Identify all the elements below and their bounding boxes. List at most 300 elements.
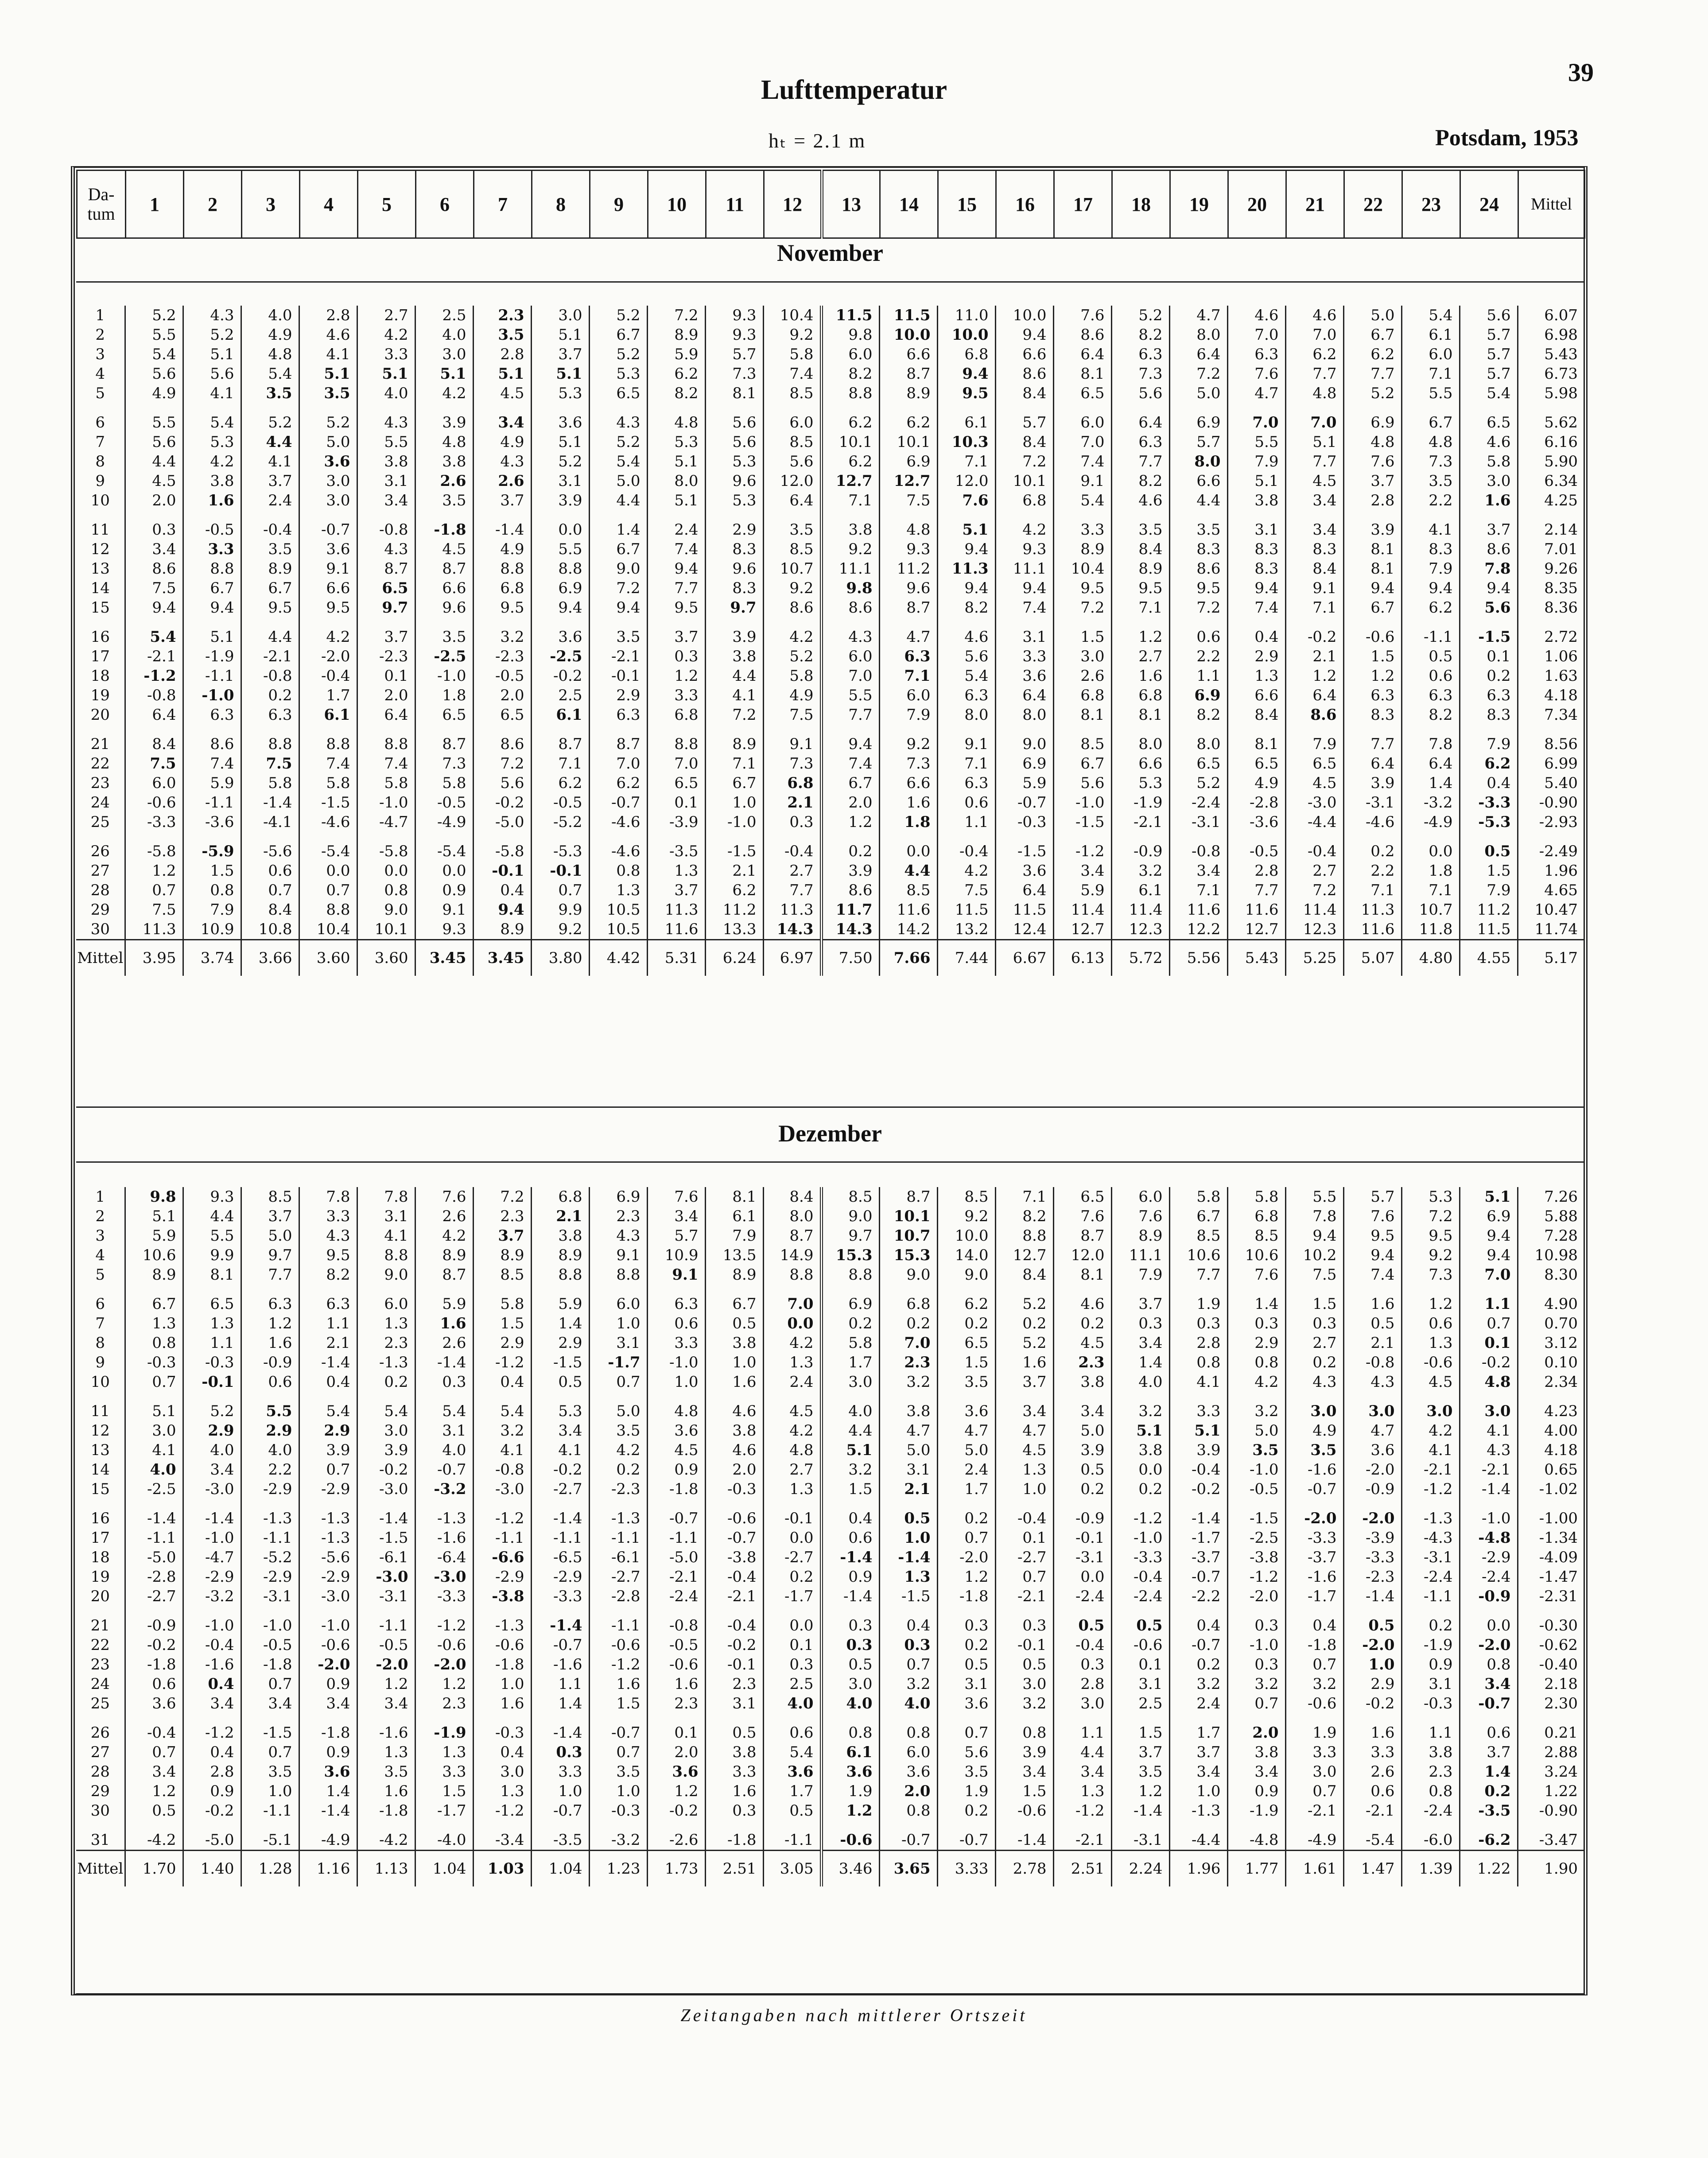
hour-value-cell: 9.4: [1227, 578, 1285, 598]
hour-value-cell: -0.8: [473, 1460, 531, 1479]
daily-mean-cell: 2.18: [1518, 1674, 1584, 1694]
hour-value-cell: -5.8: [357, 832, 415, 861]
hour-value-cell: 1.3: [589, 881, 647, 900]
day-label: 16: [90, 628, 110, 646]
hour-value-cell: -1.1: [183, 666, 241, 686]
hour-value-cell: 3.0: [415, 345, 473, 364]
hour-value-cell: 1.5: [1053, 617, 1111, 647]
hour-value-cell: 2.2: [241, 1460, 299, 1479]
hour-value-cell: 8.6: [995, 364, 1053, 384]
hour-value-cell: 4.4: [241, 617, 299, 647]
hour-value-cell: 8.9: [879, 384, 937, 403]
hour-value-cell: -3.3: [1285, 1528, 1343, 1548]
hour-value-cell: 12.3: [1285, 920, 1343, 940]
hour-value-cell: 3.6: [995, 666, 1053, 686]
hour-value-cell: 2.5: [763, 1674, 821, 1694]
hour-value-cell: 10.6: [1227, 1246, 1285, 1265]
hour-value-cell: 3.6: [937, 1392, 995, 1421]
hour-value-cell: 10.7: [1401, 900, 1460, 920]
hour-value-cell: -0.6: [1343, 617, 1401, 647]
hour-value-cell: -1.3: [589, 1499, 647, 1528]
daily-mean-cell: 5.17: [1518, 940, 1584, 976]
hour-value-cell: 3.4: [1053, 1392, 1111, 1421]
hour-value-cell: -2.1: [1460, 1460, 1518, 1479]
hour-value-cell: 3.60: [357, 940, 415, 976]
hour-value-cell: 3.5: [415, 617, 473, 647]
hour-value-cell: 8.1: [1053, 1265, 1111, 1285]
hour-value-cell: 6.0: [763, 403, 821, 432]
hour-value-cell: 2.1: [531, 1207, 589, 1226]
hour-value-cell: 0.9: [821, 1567, 879, 1587]
table-row: [76, 1460, 1584, 1479]
hour-value-cell: 6.7: [183, 578, 241, 598]
hour-value-cell: 7.5: [1285, 1265, 1343, 1285]
hour-value-cell: -3.3: [531, 1587, 589, 1606]
hour-value-cell: -1.3: [415, 1499, 473, 1528]
hour-value-cell: 8.8: [995, 1226, 1053, 1246]
hour-value-cell: 9.4: [995, 325, 1053, 345]
hour-value-cell: 6.3: [1460, 686, 1518, 705]
hour-value-cell: 0.2: [241, 686, 299, 705]
hour-value-cell: 13.2: [937, 920, 995, 940]
hour-value-cell: 5.1: [183, 617, 241, 647]
hour-value-cell: 3.2: [1111, 861, 1169, 881]
hour-value-cell: -5.0: [125, 1548, 183, 1567]
table-row: [76, 647, 1584, 666]
hour-value-cell: 10.1: [821, 432, 879, 452]
hour-value-cell: -5.2: [531, 812, 589, 832]
hour-value-cell: -4.6: [299, 812, 357, 832]
hour-value-cell: 7.4: [763, 364, 821, 384]
hour-value-cell: 0.8: [879, 1801, 937, 1820]
hour-value-cell: 3.5: [415, 491, 473, 510]
hour-value-cell: 4.8: [1343, 432, 1401, 452]
hour-value-cell: -1.0: [1460, 1499, 1518, 1528]
hour-value-cell: 2.3: [589, 1207, 647, 1226]
daily-mean-cell: 7.01: [1518, 540, 1584, 559]
hour-value-cell: 3.2: [1227, 1392, 1285, 1421]
hour-value-cell: 3.80: [531, 940, 589, 976]
hour-value-cell: -0.6: [299, 1635, 357, 1655]
hour-value-cell: 1.1: [299, 1314, 357, 1333]
hour-value-cell: 5.1: [1460, 1187, 1518, 1207]
hour-value-cell: 5.9: [995, 773, 1053, 793]
hour-value-cell: 10.0: [937, 325, 995, 345]
hour-value-cell: 7.6: [1111, 1207, 1169, 1226]
hour-value-cell: -1.3: [1401, 1499, 1460, 1528]
day-label: 26: [90, 1724, 110, 1742]
hour-value-cell: 5.1: [1227, 471, 1285, 491]
hour-value-cell: 7.2: [1401, 1207, 1460, 1226]
hour-value-cell: 4.4: [1053, 1743, 1111, 1762]
hour-value-cell: -1.2: [473, 1499, 531, 1528]
hour-value-cell: 3.4: [1111, 1333, 1169, 1353]
hour-value-cell: 8.8: [647, 725, 705, 754]
hour-value-cell: 12.0: [763, 471, 821, 491]
hour-value-cell: 8.0: [995, 705, 1053, 725]
table-row: [76, 754, 1584, 773]
daily-mean-cell: 4.00: [1518, 1421, 1584, 1440]
day-label: 24: [90, 1675, 110, 1693]
hour-value-cell: 4.0: [357, 384, 415, 403]
hour-value-cell: 5.1: [357, 364, 415, 384]
hour-value-cell: -2.0: [357, 1655, 415, 1674]
hour-value-cell: 8.8: [299, 900, 357, 920]
hour-value-cell: -0.2: [1285, 617, 1343, 647]
hour-value-cell: 1.0: [531, 1782, 589, 1801]
table-row: [76, 705, 1584, 725]
hour-value-cell: -0.4: [763, 832, 821, 861]
hour-value-cell: 0.7: [241, 1743, 299, 1762]
hour-value-cell: -2.5: [1227, 1528, 1285, 1548]
day-label: 15: [90, 599, 110, 617]
hour-value-cell: 2.0: [647, 1743, 705, 1762]
hour-value-cell: 0.7: [1460, 1314, 1518, 1333]
hour-value-cell: 4.3: [299, 1226, 357, 1246]
hour-value-cell: 8.3: [1227, 540, 1285, 559]
hour-value-cell: 6.0: [1401, 345, 1460, 364]
hour-value-cell: 5.9: [183, 773, 241, 793]
hour-value-cell: 1.03: [473, 1851, 531, 1887]
hour-value-cell: 4.8: [879, 510, 937, 540]
hour-value-cell: -2.0: [299, 647, 357, 666]
hour-value-cell: 5.2: [183, 1392, 241, 1421]
daily-mean-cell: 1.63: [1518, 666, 1584, 686]
daily-mean-cell: 6.34: [1518, 471, 1584, 491]
hour-value-cell: 7.5: [241, 754, 299, 773]
hour-value-cell: 9.7: [821, 1226, 879, 1246]
hour-value-cell: 2.8: [1343, 491, 1401, 510]
daily-mean-cell: -1.47: [1518, 1567, 1584, 1587]
hour-value-cell: -1.6: [531, 1655, 589, 1674]
hour-value-cell: 9.4: [1343, 1246, 1401, 1265]
hour-value-cell: 1.7: [763, 1782, 821, 1801]
hour-value-cell: 6.4: [1343, 754, 1401, 773]
hour-value-cell: -1.4: [241, 793, 299, 812]
hour-value-cell: -0.4: [241, 510, 299, 540]
hour-value-cell: 4.0: [821, 1694, 879, 1713]
hour-value-cell: 1.13: [357, 1851, 415, 1887]
hour-value-cell: 1.6: [415, 1314, 473, 1333]
day-label: Mittel: [76, 1851, 125, 1887]
hour-value-cell: 2.1: [705, 861, 763, 881]
hour-value-cell: -0.4: [1053, 1635, 1111, 1655]
hour-value-cell: 9.1: [415, 900, 473, 920]
hour-value-cell: -3.6: [1227, 812, 1285, 832]
hour-value-cell: 0.0: [1460, 1606, 1518, 1635]
hour-value-cell: 3.6: [1343, 1440, 1401, 1460]
hour-value-cell: 7.4: [821, 754, 879, 773]
hour-value-cell: 0.7: [589, 1743, 647, 1762]
day-label: 29: [90, 1782, 110, 1800]
hour-value-cell: 4.1: [299, 345, 357, 364]
hour-value-cell: 8.5: [879, 881, 937, 900]
table-row: [76, 861, 1584, 881]
table-row: [76, 1246, 1584, 1265]
hour-value-cell: -1.2: [125, 666, 183, 686]
hour-value-cell: 3.7: [1343, 471, 1401, 491]
day-label: 5: [95, 1266, 105, 1284]
hour-value-cell: 3.6: [995, 861, 1053, 881]
hour-value-cell: 0.8: [589, 861, 647, 881]
day-label: 29: [90, 901, 110, 919]
hour-value-cell: 2.0: [705, 1460, 763, 1479]
hour-value-cell: 7.1: [705, 754, 763, 773]
hour-value-cell: 0.7: [937, 1713, 995, 1743]
hour-value-cell: -0.8: [1169, 832, 1227, 861]
hour-value-cell: 0.1: [1460, 1333, 1518, 1353]
hour-value-cell: 7.6: [1053, 1207, 1111, 1226]
hour-value-cell: 7.8: [357, 1187, 415, 1207]
hour-value-cell: 6.8: [1053, 686, 1111, 705]
hour-header-cell: 4: [300, 171, 358, 238]
hour-value-cell: 8.8: [241, 725, 299, 754]
hour-value-cell: -1.8: [241, 1655, 299, 1674]
hour-value-cell: 9.5: [299, 598, 357, 617]
hour-value-cell: 1.0: [589, 1314, 647, 1333]
hour-value-cell: 1.8: [879, 812, 937, 832]
hour-value-cell: 3.3: [531, 1762, 589, 1782]
day-label: 23: [90, 774, 110, 792]
hour-value-cell: 1.7: [1169, 1713, 1227, 1743]
hour-value-cell: 6.3: [1227, 345, 1285, 364]
hour-value-cell: -0.4: [1285, 832, 1343, 861]
hour-value-cell: 1.0: [589, 1782, 647, 1801]
hour-value-cell: 3.5: [1169, 510, 1227, 540]
hour-value-cell: -1.0: [1227, 1460, 1285, 1479]
hour-value-cell: 1.4: [531, 1314, 589, 1333]
hour-value-cell: 1.5: [589, 1694, 647, 1713]
hour-value-cell: 11.5: [995, 900, 1053, 920]
hour-value-cell: 0.8: [357, 881, 415, 900]
hour-value-cell: 4.6: [937, 617, 995, 647]
hour-value-cell: -4.3: [1401, 1528, 1460, 1548]
hour-value-cell: 6.1: [299, 705, 357, 725]
hour-value-cell: -2.5: [415, 647, 473, 666]
hour-value-cell: 1.73: [647, 1851, 705, 1887]
hour-value-cell: 6.2: [531, 773, 589, 793]
hour-value-cell: 3.7: [473, 1226, 531, 1246]
hour-value-cell: 0.3: [125, 510, 183, 540]
hour-value-cell: 0.3: [995, 1606, 1053, 1635]
day-label: 27: [90, 862, 110, 880]
hour-value-cell: 7.7: [763, 881, 821, 900]
hour-value-cell: 5.4: [763, 1743, 821, 1762]
hour-value-cell: 3.4: [241, 1694, 299, 1713]
hour-value-cell: 5.4: [937, 666, 995, 686]
hour-value-cell: 7.2: [589, 578, 647, 598]
hour-value-cell: 5.7: [1460, 364, 1518, 384]
hour-value-cell: 2.9: [1227, 1333, 1285, 1353]
hour-value-cell: 7.3: [1401, 452, 1460, 471]
hour-value-cell: 8.9: [1111, 559, 1169, 578]
hour-value-cell: -5.6: [241, 832, 299, 861]
hour-value-cell: 11.7: [821, 900, 879, 920]
hour-value-cell: 8.7: [763, 1226, 821, 1246]
hour-value-cell: 2.7: [1285, 861, 1343, 881]
hour-value-cell: 6.7: [241, 578, 299, 598]
hour-value-cell: -0.7: [415, 1460, 473, 1479]
hour-value-cell: 7.0: [1227, 325, 1285, 345]
hour-value-cell: 1.0: [647, 1372, 705, 1392]
hour-value-cell: -1.4: [125, 1499, 183, 1528]
hour-value-cell: 3.3: [299, 1207, 357, 1226]
day-label: 8: [95, 453, 105, 470]
hour-header-cell: 14: [880, 171, 938, 238]
hour-value-cell: -0.4: [995, 1499, 1053, 1528]
hour-value-cell: 1.2: [1343, 666, 1401, 686]
hour-value-cell: -1.7: [1285, 1587, 1343, 1606]
hour-value-cell: -0.6: [647, 1655, 705, 1674]
day-label: 5: [95, 384, 105, 402]
day-label: 9: [95, 472, 105, 490]
hour-value-cell: 3.7: [995, 1372, 1053, 1392]
hour-value-cell: 6.2: [821, 452, 879, 471]
hour-value-cell: 6.5: [473, 705, 531, 725]
hour-value-cell: 5.2: [1111, 306, 1169, 325]
hour-value-cell: 4.3: [1460, 1440, 1518, 1460]
hour-value-cell: 0.5: [1401, 647, 1460, 666]
day-label: 18: [90, 667, 110, 685]
hour-value-cell: 3.6: [299, 452, 357, 471]
hour-value-cell: 1.6: [879, 793, 937, 812]
section-rule: [76, 1161, 1584, 1163]
hour-value-cell: 4.9: [473, 432, 531, 452]
day-label: 14: [90, 579, 110, 597]
hour-value-cell: 6.0: [879, 1743, 937, 1762]
table-row: [76, 686, 1584, 705]
hour-value-cell: 0.0: [763, 1528, 821, 1548]
hour-value-cell: 4.2: [183, 452, 241, 471]
hour-value-cell: 7.5: [879, 491, 937, 510]
hour-value-cell: 3.45: [473, 940, 531, 976]
hour-value-cell: 6.9: [531, 578, 589, 598]
hour-header-cell: 21: [1286, 171, 1344, 238]
daily-mean-cell: 6.16: [1518, 432, 1584, 452]
hour-value-cell: 3.5: [473, 325, 531, 345]
hour-value-cell: 3.3: [183, 540, 241, 559]
hour-value-cell: 15.3: [879, 1246, 937, 1265]
hour-value-cell: 5.7: [1460, 345, 1518, 364]
hour-value-cell: -1.4: [1169, 1499, 1227, 1528]
table-row: [76, 1635, 1584, 1655]
table-row: [76, 793, 1584, 812]
hour-value-cell: 6.3: [879, 647, 937, 666]
hour-value-cell: 2.7: [1285, 1333, 1343, 1353]
hour-value-cell: -0.2: [647, 1801, 705, 1820]
hour-value-cell: 1.4: [299, 1782, 357, 1801]
hour-value-cell: 1.2: [937, 1567, 995, 1587]
hour-value-cell: 3.1: [589, 1333, 647, 1353]
table-row: [76, 1820, 1584, 1851]
hour-value-cell: 3.7: [647, 617, 705, 647]
hour-value-cell: 2.1: [1343, 1333, 1401, 1353]
hour-value-cell: 10.7: [763, 559, 821, 578]
hour-value-cell: 11.6: [1227, 900, 1285, 920]
hour-value-cell: 7.1: [1285, 598, 1343, 617]
day-label: 3: [95, 345, 105, 363]
hour-value-cell: -4.4: [1285, 812, 1343, 832]
hour-value-cell: 8.1: [183, 1265, 241, 1285]
hour-value-cell: 9.7: [705, 598, 763, 617]
hour-value-cell: -1.3: [357, 1353, 415, 1372]
hour-value-cell: 2.6: [415, 471, 473, 491]
hour-value-cell: 3.5: [589, 1762, 647, 1782]
hour-value-cell: -0.5: [1227, 832, 1285, 861]
hour-value-cell: -2.1: [995, 1587, 1053, 1606]
daily-mean-cell: 4.18: [1518, 686, 1584, 705]
hour-value-cell: 0.5: [1343, 1606, 1401, 1635]
hour-value-cell: -3.0: [357, 1567, 415, 1587]
day-label: 11: [90, 1402, 110, 1420]
table-row: [76, 364, 1584, 384]
hour-value-cell: 1.3: [995, 1460, 1053, 1479]
hour-value-cell: 9.4: [589, 598, 647, 617]
hour-value-cell: 6.5: [937, 1333, 995, 1353]
hour-value-cell: -6.0: [1401, 1820, 1460, 1851]
hour-value-cell: 0.2: [1460, 1782, 1518, 1801]
hour-value-cell: -2.0: [1460, 1635, 1518, 1655]
hour-value-cell: 4.0: [415, 1440, 473, 1460]
hour-value-cell: 10.8: [241, 920, 299, 940]
daily-mean-cell: 6.07: [1518, 306, 1584, 325]
day-label: 27: [90, 1743, 110, 1761]
hour-value-cell: -1.3: [473, 1606, 531, 1635]
hour-value-cell: 0.7: [937, 1528, 995, 1548]
hour-value-cell: -2.1: [241, 647, 299, 666]
hour-value-cell: 4.2: [299, 617, 357, 647]
hour-value-cell: 0.0: [531, 510, 589, 540]
hour-value-cell: 6.8: [1111, 686, 1169, 705]
hour-value-cell: 3.65: [879, 1851, 937, 1887]
hour-value-cell: 9.2: [1401, 1246, 1460, 1265]
hour-value-cell: 4.4: [1169, 491, 1227, 510]
hour-header-cell: 24: [1460, 171, 1518, 238]
hour-value-cell: 3.6: [647, 1421, 705, 1440]
hour-value-cell: 0.6: [937, 793, 995, 812]
hour-value-cell: -2.9: [183, 1567, 241, 1587]
hour-value-cell: 0.7: [125, 881, 183, 900]
hour-value-cell: -3.5: [647, 832, 705, 861]
hour-value-cell: 5.5: [1227, 432, 1285, 452]
hour-value-cell: 3.7: [1460, 510, 1518, 540]
hour-value-cell: 14.3: [763, 920, 821, 940]
hour-value-cell: 11.3: [125, 920, 183, 940]
hour-value-cell: 5.4: [589, 452, 647, 471]
hour-value-cell: 11.8: [1401, 920, 1460, 940]
hour-value-cell: 3.05: [763, 1851, 821, 1887]
hour-value-cell: 1.0: [473, 1674, 531, 1694]
hour-value-cell: 8.3: [1401, 540, 1460, 559]
hour-value-cell: 1.61: [1285, 1851, 1343, 1887]
hour-value-cell: -0.2: [1343, 1694, 1401, 1713]
table-row: [76, 1499, 1584, 1528]
hour-value-cell: 9.0: [879, 1265, 937, 1285]
hour-value-cell: 4.0: [1111, 1372, 1169, 1392]
hour-value-cell: -1.9: [1227, 1801, 1285, 1820]
hour-value-cell: 8.6: [821, 598, 879, 617]
hour-value-cell: -3.9: [1343, 1528, 1401, 1548]
day-label: Mittel: [76, 940, 125, 976]
hour-header: [76, 170, 1585, 239]
hour-value-cell: 8.5: [937, 1187, 995, 1207]
hour-value-cell: 5.4: [125, 617, 183, 647]
daily-mean-cell: 10.98: [1518, 1246, 1584, 1265]
hour-value-cell: 5.3: [531, 384, 589, 403]
hour-value-cell: 6.2: [1401, 598, 1460, 617]
hour-value-cell: -5.0: [647, 1548, 705, 1567]
hour-value-cell: 5.2: [299, 403, 357, 432]
